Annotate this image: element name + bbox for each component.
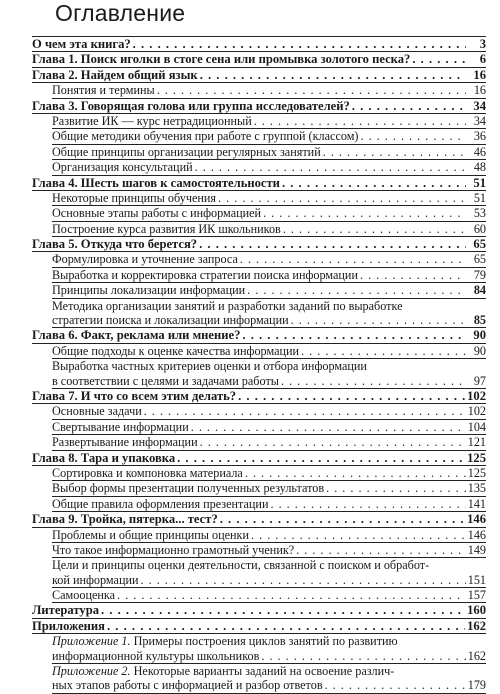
appendix-page: 179 — [467, 678, 486, 693]
toc-appendix[interactable] — [52, 664, 486, 694]
section-page: 104 — [467, 419, 486, 434]
leader-dots — [261, 649, 465, 663]
section-page: 157 — [467, 588, 486, 603]
section-title: Организация консультаций — [52, 160, 193, 175]
leader-dots — [291, 313, 466, 327]
toc-section[interactable] — [52, 83, 486, 98]
section-page: 146 — [467, 527, 486, 542]
chapter-page: 146 — [467, 512, 486, 527]
toc-chapter-5[interactable] — [32, 237, 486, 252]
leader-dots — [245, 466, 466, 480]
section-page: 90 — [473, 343, 486, 358]
section-title: Основные задачи — [52, 404, 142, 419]
section-title: Общие подходы к оценке качества информации — [52, 343, 300, 358]
section-title: Что такое информационно грамотный ученик? — [52, 542, 295, 557]
section-title-line-1: Выработка частных критериев оценки и отбора информации — [52, 359, 367, 374]
toc-chapter-1[interactable] — [32, 52, 486, 67]
toc-chapter-7[interactable] — [32, 389, 486, 404]
toc-section[interactable] — [52, 206, 486, 221]
section-page: 16 — [473, 83, 486, 98]
section-page: 48 — [473, 160, 486, 175]
chapter-page: 90 — [473, 328, 486, 343]
entry-title: Приложения — [32, 618, 105, 633]
chapter-page: 51 — [473, 175, 486, 190]
toc-section[interactable] — [52, 222, 486, 237]
leader-dots — [242, 328, 466, 342]
chapter-title: Глава 2. Найдем общий язык — [32, 67, 198, 82]
toc-section[interactable] — [52, 558, 486, 588]
section-page: 51 — [473, 190, 486, 205]
appendix-title-line-1: Некоторые варианты заданий на освоение различ- — [133, 664, 395, 679]
toc-section[interactable] — [52, 543, 486, 558]
leader-dots — [157, 83, 466, 97]
toc-section[interactable] — [52, 160, 486, 175]
toc-chapter-8[interactable] — [32, 451, 486, 466]
appendix-label: Приложение 1. — [52, 634, 131, 649]
leader-dots — [323, 145, 466, 159]
section-title: Свертывание информации — [52, 419, 189, 434]
section-title: Общие методики обучения при работе с группой (классом) — [52, 129, 359, 144]
section-title: Сортировка и компоновка материала — [52, 465, 243, 480]
section-page: 85 — [473, 313, 486, 328]
toc-section[interactable] — [52, 497, 486, 512]
leader-dots — [200, 68, 466, 82]
toc-section[interactable] — [52, 435, 486, 450]
leader-dots — [352, 99, 466, 113]
toc-section[interactable] — [52, 359, 486, 389]
toc-chapter-4[interactable] — [32, 176, 486, 191]
leader-dots — [117, 588, 466, 602]
section-page: 79 — [473, 267, 486, 282]
section-page: 34 — [473, 113, 486, 128]
section-title: Выбор формы презентации полученных результатов — [52, 481, 325, 496]
leader-dots — [281, 374, 466, 388]
page-title: Оглавление — [55, 0, 186, 26]
toc-section[interactable] — [52, 129, 486, 144]
section-title-line-2: кой информации — [52, 572, 139, 587]
leader-dots — [326, 481, 466, 495]
section-title: Развертывание информации — [52, 435, 198, 450]
section-page: 97 — [473, 373, 486, 388]
toc-section[interactable] — [52, 588, 486, 603]
section-title: Понятия и термины — [52, 83, 155, 98]
appendix-line-1 — [52, 664, 486, 678]
section-title: Принципы локализации информации — [52, 283, 246, 298]
entry-title: О чем эта книга? — [32, 37, 131, 51]
section-page: 65 — [473, 252, 486, 267]
section-title: Формулировка и уточнение запроса — [52, 252, 238, 267]
toc-section[interactable] — [52, 283, 486, 298]
section-page: 125 — [467, 465, 486, 480]
chapter-title: Глава 3. Говорящая голова или группа исследователей? — [32, 98, 350, 113]
leader-dots — [200, 435, 466, 449]
toc-entry-literature[interactable] — [32, 603, 486, 618]
toc-section[interactable] — [52, 528, 486, 543]
toc-section[interactable] — [52, 145, 486, 160]
toc-section[interactable] — [52, 114, 486, 129]
entry-title: Литература — [32, 603, 100, 618]
entry-page: 162 — [467, 618, 486, 633]
section-page: 53 — [473, 206, 486, 221]
leader-dots — [195, 160, 466, 174]
entry-page: 3 — [479, 37, 486, 51]
section-title: Общие правила оформления презентации — [52, 496, 269, 511]
toc-section[interactable] — [52, 481, 486, 496]
chapter-title: Глава 5. Откуда что берется? — [32, 237, 198, 252]
toc-section[interactable] — [52, 268, 486, 283]
leader-dots — [177, 451, 465, 465]
leader-dots — [282, 176, 466, 190]
section-page: 102 — [467, 404, 486, 419]
toc-appendix[interactable] — [52, 634, 486, 664]
leader-dots — [296, 543, 466, 557]
section-title: Основные этапы работы с информацией — [52, 206, 262, 221]
toc-section[interactable] — [52, 299, 486, 329]
chapter-title: Глава 4. Шесть шагов к самостоятельности — [32, 175, 280, 190]
entry-page: 160 — [467, 603, 486, 618]
section-page: 135 — [467, 481, 486, 496]
toc-entry-appendices[interactable] — [32, 619, 486, 634]
toc-section[interactable] — [52, 344, 486, 359]
leader-dots — [247, 283, 466, 297]
appendix-title-line-1: Примеры построения циклов занятий по развитию — [133, 634, 398, 649]
leader-dots — [360, 129, 466, 143]
chapter-page: 16 — [473, 67, 486, 82]
section-page: 46 — [473, 144, 486, 159]
leader-dots — [191, 420, 466, 434]
toc-section[interactable] — [52, 404, 486, 419]
leader-dots — [144, 404, 466, 418]
leader-dots — [101, 603, 465, 617]
leader-dots — [270, 497, 465, 511]
appendix-line-1 — [52, 634, 486, 648]
section-title: Развитие ИК — курс нетрадиционный — [52, 113, 252, 128]
toc-section[interactable] — [52, 191, 486, 206]
toc-chapter-2[interactable] — [32, 68, 486, 83]
chapter-page: 6 — [479, 52, 486, 67]
leader-dots — [360, 268, 466, 282]
appendix-page: 162 — [467, 648, 486, 663]
leader-dots — [141, 573, 466, 587]
appendix-label: Приложение 2. — [52, 664, 131, 679]
section-title: Некоторые принципы обучения — [52, 190, 217, 205]
leader-dots — [133, 37, 466, 51]
section-title-line-2: в соответствии с целями и задачами работы — [52, 373, 279, 388]
section-title: Выработка и корректировка стратегии поиска информации — [52, 267, 358, 282]
chapter-page: 125 — [467, 450, 486, 465]
leader-dots — [238, 389, 465, 403]
leader-dots — [254, 114, 466, 128]
chapter-title: Глава 7. И что со всем этим делать? — [32, 388, 237, 403]
toc-chapter-6[interactable] — [32, 328, 486, 343]
leader-dots — [283, 222, 466, 236]
chapter-page: 102 — [467, 388, 486, 403]
toc-entry-about[interactable] — [32, 37, 486, 52]
section-title: Общие принципы организации регулярных занятий — [52, 144, 321, 159]
section-title-line-2: стратегии поиска и локализации информации — [52, 313, 289, 328]
chapter-title: Глава 8. Тара и упаковка — [32, 450, 176, 465]
leader-dots — [107, 619, 465, 633]
leader-dots — [301, 344, 466, 358]
leader-dots — [251, 528, 466, 542]
section-page: 121 — [467, 435, 486, 450]
toc-section[interactable] — [52, 466, 486, 481]
leader-dots — [263, 206, 466, 220]
section-page: 151 — [467, 572, 486, 587]
section-page: 149 — [467, 542, 486, 557]
section-title-line-1: Цели и принципы оценки деятельности, связанной с поиском и обработ- — [52, 558, 430, 573]
table-of-contents — [32, 36, 486, 694]
appendix-title-line-2: ных этапов работы с информацией и разбор ответов — [52, 678, 323, 693]
appendix-title-line-2: информационной культуры школьников — [52, 648, 260, 663]
leader-dots — [218, 191, 466, 205]
leader-dots — [220, 512, 465, 526]
section-title: Построение курса развития ИК школьников — [52, 221, 281, 236]
leader-dots — [325, 678, 466, 692]
toc-chapter-9[interactable] — [32, 512, 486, 527]
leader-dots — [412, 52, 466, 66]
chapter-title: Глава 1. Поиск иголки в стоге сена или промывка золотого песка? — [32, 52, 411, 67]
section-title-line-1: Методика организации занятий и разработки заданий по выработке — [52, 298, 403, 313]
chapter-page: 34 — [473, 98, 486, 113]
toc-section[interactable] — [52, 420, 486, 435]
section-page: 84 — [473, 283, 486, 298]
toc-section[interactable] — [52, 252, 486, 267]
section-title: Проблемы и общие принципы оценки — [52, 527, 250, 542]
leader-dots — [240, 252, 466, 266]
toc-chapter-3[interactable] — [32, 99, 486, 114]
section-title: Самооценка — [52, 588, 116, 603]
chapter-page: 65 — [473, 237, 486, 252]
section-page: 36 — [473, 129, 486, 144]
leader-dots — [199, 237, 466, 251]
chapter-title: Глава 6. Факт, реклама или мнение? — [32, 328, 241, 343]
section-page: 60 — [473, 221, 486, 236]
chapter-title: Глава 9. Тройка, пятерка... тест? — [32, 512, 218, 527]
section-page: 141 — [467, 496, 486, 511]
